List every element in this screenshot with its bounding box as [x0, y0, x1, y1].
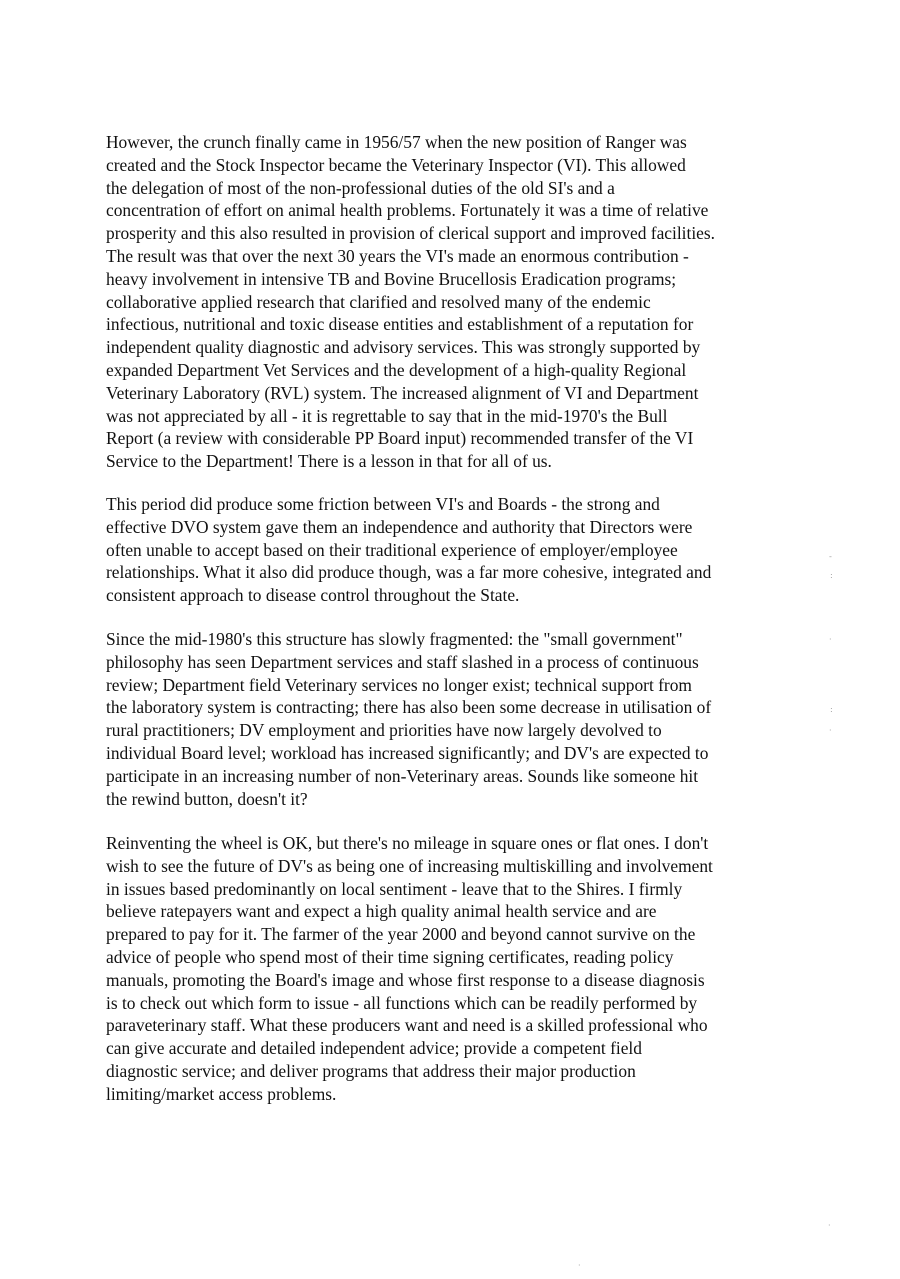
- text-line: limiting/market access problems.: [106, 1083, 337, 1104]
- text-line: Report (a review with considerable PP Board input) recommended transfer of the VI: [106, 428, 694, 449]
- text-line: consistent approach to disease control throughout the State.: [106, 585, 520, 606]
- text-line: independent quality diagnostic and advisory services. This was strongly supported by: [106, 337, 701, 358]
- text-line: was not appreciated by all - it is regrettable to say that in the mid-1970's the Bull: [106, 405, 668, 426]
- text-line: the laboratory system is contracting; there has also been some decrease in utilisation of: [106, 697, 712, 718]
- text-line: heavy involvement in intensive TB and Bovine Brucellosis Eradication programs;: [106, 268, 677, 289]
- text-line: expanded Department Vet Services and the development of a high-quality Regional: [106, 359, 687, 380]
- text-line: This period did produce some friction between VI's and Boards - the strong and: [106, 494, 660, 514]
- scan-speck: :: [830, 705, 833, 714]
- text-line: the rewind button, doesn't it?: [106, 788, 308, 809]
- paragraph-crunch-1956: [106, 131, 715, 473]
- scan-speck: -: [829, 552, 832, 561]
- text-line: prepared to pay for it. The farmer of the year 2000 and beyond cannot survive on the: [106, 924, 696, 945]
- scan-speck: ·: [828, 1221, 831, 1230]
- text-line: The result was that over the next 30 years the VI's made an enormous contribution -: [106, 245, 689, 266]
- text-line: relationships. What it also did produce though, was a far more cohesive, integrated and: [106, 562, 712, 583]
- text-line: review; Department field Veterinary services no longer exist; technical support from: [106, 674, 692, 695]
- text-line: is to check out which form to issue - all functions which can be readily performed by: [106, 992, 698, 1013]
- text-line: individual Board level; workload has increased significantly; and DV's are expected to: [106, 742, 709, 763]
- scan-speck: :: [830, 571, 833, 580]
- text-line: created and the Stock Inspector became the Veterinary Inspector (VI). This allowed: [106, 154, 686, 175]
- text-line: advice of people who spend most of their time signing certificates, reading policy: [106, 946, 674, 967]
- text-line: manuals, promoting the Board's image and whose first response to a disease diagnosis: [106, 969, 705, 990]
- text-line: participate in an increasing number of non-Veterinary areas. Sounds like someone hit: [106, 765, 699, 786]
- text-line: rural practitioners; DV employment and priorities have now largely devolved to: [106, 720, 662, 741]
- text-line: philosophy has seen Department services and staff slashed in a process of continuous: [106, 651, 699, 672]
- text-line: prosperity and this also resulted in provision of clerical support and improved facilities.: [106, 223, 716, 244]
- text-line: can give accurate and detailed independent advice; provide a competent field: [106, 1038, 642, 1059]
- text-line: in issues based predominantly on local sentiment - leave that to the Shires. I firmly: [106, 878, 683, 899]
- paragraph-fragmented: [106, 628, 711, 810]
- text-line: Service to the Department! There is a lesson in that for all of us.: [106, 451, 552, 472]
- text-line: diagnostic service; and deliver programs that address their major production: [106, 1060, 636, 1081]
- paragraph-friction: [106, 493, 711, 607]
- text-line: often unable to accept based on their traditional experience of employer/employee: [106, 539, 678, 560]
- text-line: the delegation of most of the non-professional duties of the old SI's and a: [106, 177, 615, 198]
- text-line: collaborative applied research that clarified and resolved many of the endemic: [106, 291, 651, 312]
- paragraph-reinventing-wheel: [106, 832, 713, 1106]
- scan-speck: ·: [829, 726, 832, 735]
- text-line: believe ratepayers want and expect a high quality animal health service and are: [106, 901, 657, 922]
- scan-speck: ·: [829, 635, 832, 644]
- text-line: Veterinary Laboratory (RVL) system. The increased alignment of VI and Department: [106, 382, 699, 403]
- text-line: concentration of effort on animal health problems. Fortunately it was a time of relative: [106, 200, 709, 221]
- text-line: infectious, nutritional and toxic disease entities and establishment of a reputation for: [106, 314, 694, 335]
- text-line: Since the mid-1980's this structure has slowly fragmented: the "small government": [106, 629, 683, 649]
- text-line: Reinventing the wheel is OK, but there's no mileage in square ones or flat ones. I don't: [106, 833, 709, 853]
- text-line: paraveterinary staff. What these producers want and need is a skilled professional who: [106, 1015, 708, 1036]
- text-line: effective DVO system gave them an independence and authority that Directors were: [106, 516, 693, 537]
- text-line: However, the crunch finally came in 1956/57 when the new position of Ranger was: [106, 132, 687, 152]
- scan-speck: ·: [578, 1261, 581, 1270]
- text-line: wish to see the future of DV's as being one of increasing multiskilling and involvement: [106, 855, 713, 876]
